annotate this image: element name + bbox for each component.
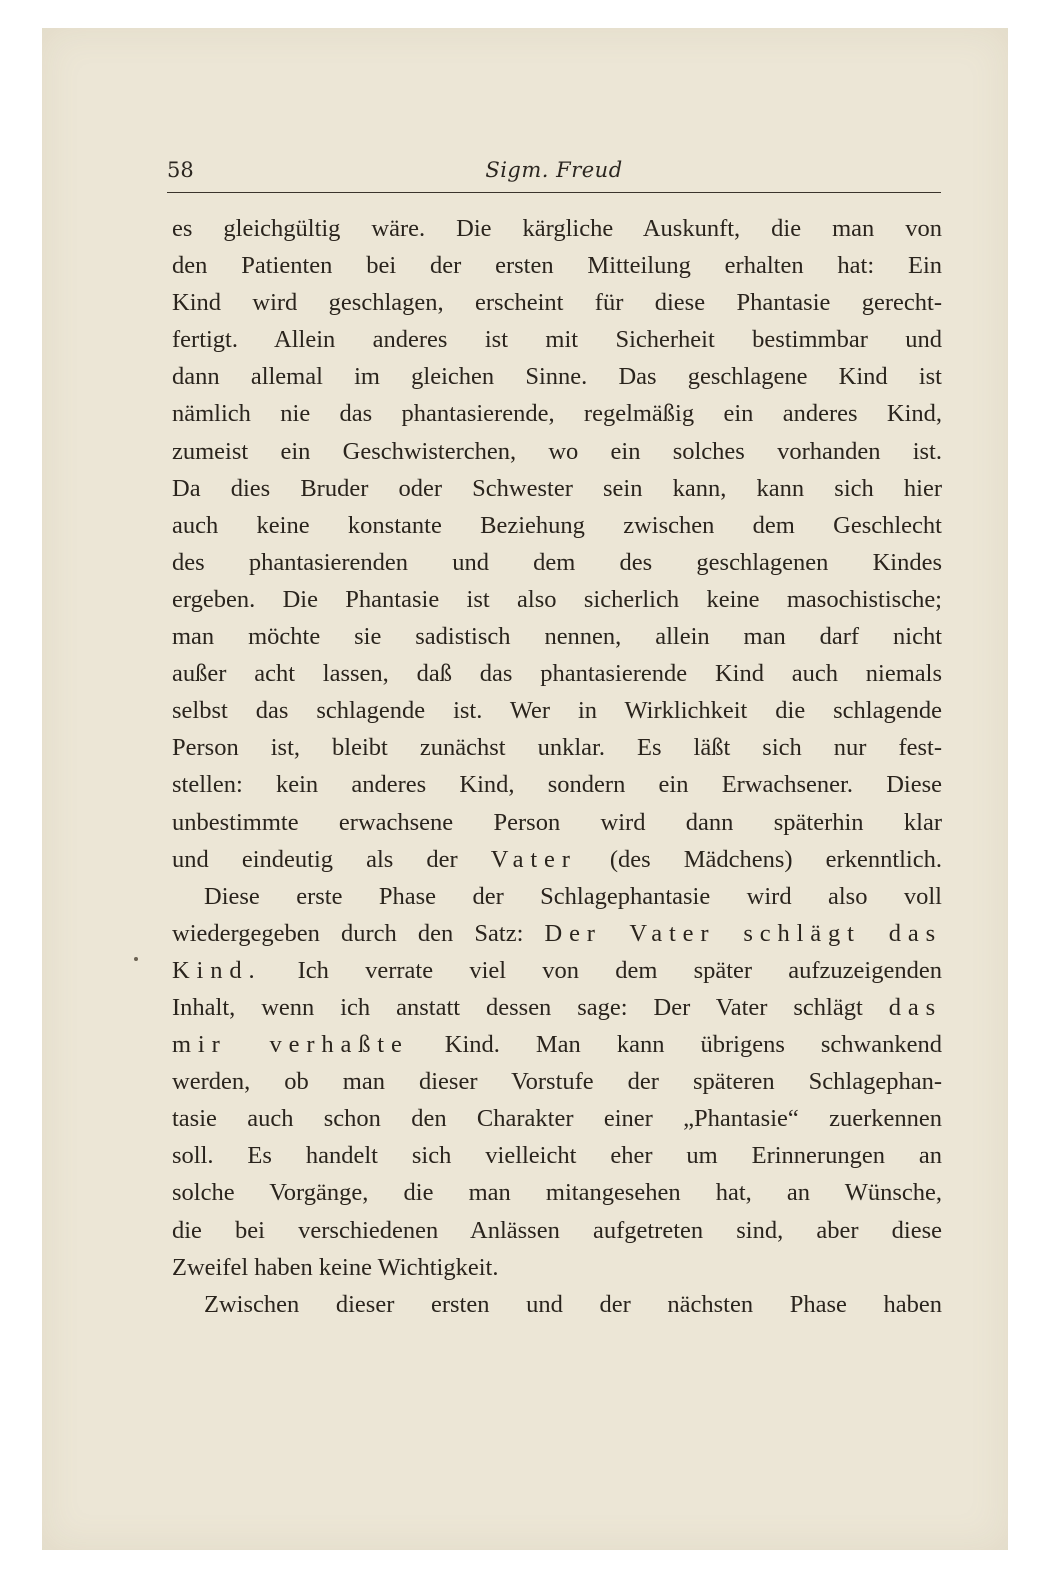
page-header [167, 158, 941, 188]
text-line: auch keine konstante Beziehung zwischen dem Geschlecht [172, 511, 942, 539]
header-rule [167, 192, 941, 193]
text-line: unbestimmte erwachsene Person wird dann späterhin klar [172, 808, 942, 836]
emphasis-spaced: mir verhaßte [172, 1031, 409, 1059]
text-line: werden, ob man dieser Vorstufe der späteren Schlagephan- [172, 1068, 942, 1096]
text-line [172, 841, 942, 878]
text-line: die bei verschiedenen Anlässen aufgetreten sind, aber diese [172, 1216, 942, 1244]
text-line: Person ist, bleibt zunächst unklar. Es läßt sich nur fest- [172, 734, 942, 762]
text-line: man möchte sie sadistisch nennen, allein man darf nicht [172, 623, 942, 651]
emphasis-spaced: Vater [490, 845, 577, 873]
text-line: nämlich nie das phantasierende, regelmäßig ein anderes Kind, [172, 400, 942, 428]
text-run: und eindeutig als der [172, 845, 491, 873]
text-line: soll. Es handelt sich vielleicht eher um Erinnerungen an [172, 1142, 942, 1170]
text-run: (des Mädchens) erkenntlich. [576, 845, 942, 873]
emphasis-spaced: Kind. [172, 956, 262, 984]
text-line [172, 915, 942, 952]
text-line [172, 989, 942, 1026]
text-line: Da dies Bruder oder Schwester sein kann, kann sich hier [172, 474, 942, 502]
text-run: wiedergegeben durch den Satz: [172, 919, 545, 947]
text-run: Kind. Man kann übrigens schwankend [408, 1031, 942, 1059]
text-line: außer acht lassen, daß das phantasierende Kind auch niemals [172, 660, 942, 688]
text-line [172, 952, 942, 989]
running-title: Sigm. Freud [485, 158, 623, 182]
paragraph-first-line: Diese erste Phase der Schlagephantasie wird also voll [204, 882, 942, 910]
emphasis-spaced: das [888, 993, 942, 1021]
text-line: fertigt. Allein anderes ist mit Sicherheit bestimmbar und [172, 326, 942, 354]
emphasis-spaced: Der Vater schlägt das [544, 919, 943, 947]
text-line: ergeben. Die Phantasie ist also sicherlich keine masochistische; [172, 585, 942, 613]
text-line: solche Vorgänge, die man mitangesehen hat, an Wünsche, [172, 1179, 942, 1207]
text-run: Ich verrate viel von dem später aufzuzeigenden [261, 956, 942, 984]
text-line: den Patienten bei der ersten Mitteilung erhalten hat: Ein [172, 252, 942, 280]
body-text [172, 210, 942, 1323]
text-line: es gleichgültig wäre. Die kärgliche Auskunft, die man von [172, 215, 942, 242]
paragraph-last-line: Zweifel haben keine Wichtigkeit. [172, 1253, 499, 1281]
text-line: dann allemal im gleichen Sinne. Das geschlagene Kind ist [172, 363, 942, 391]
text-line: Kind wird geschlagen, erscheint für diese Phantasie gerecht- [172, 289, 942, 317]
text-line: tasie auch schon den Charakter einer „Phantasie“ zuerkennen [172, 1105, 942, 1133]
text-line: des phantasierenden und dem des geschlagenen Kindes [172, 548, 942, 576]
text-line [172, 1026, 942, 1063]
page-number: 58 [167, 158, 194, 182]
text-run: Inhalt, wenn ich anstatt dessen sage: Der Vater schlägt [172, 993, 889, 1021]
paragraph-first-line: Zwischen dieser ersten und der nächsten Phase haben [204, 1290, 942, 1318]
text-line: stellen: kein anderes Kind, sondern ein Erwachsener. Diese [172, 771, 942, 799]
margin-speck [134, 957, 138, 961]
text-line: selbst das schlagende ist. Wer in Wirklichkeit die schlagende [172, 697, 942, 725]
text-line: zumeist ein Geschwisterchen, wo ein solches vorhanden ist. [172, 437, 942, 465]
